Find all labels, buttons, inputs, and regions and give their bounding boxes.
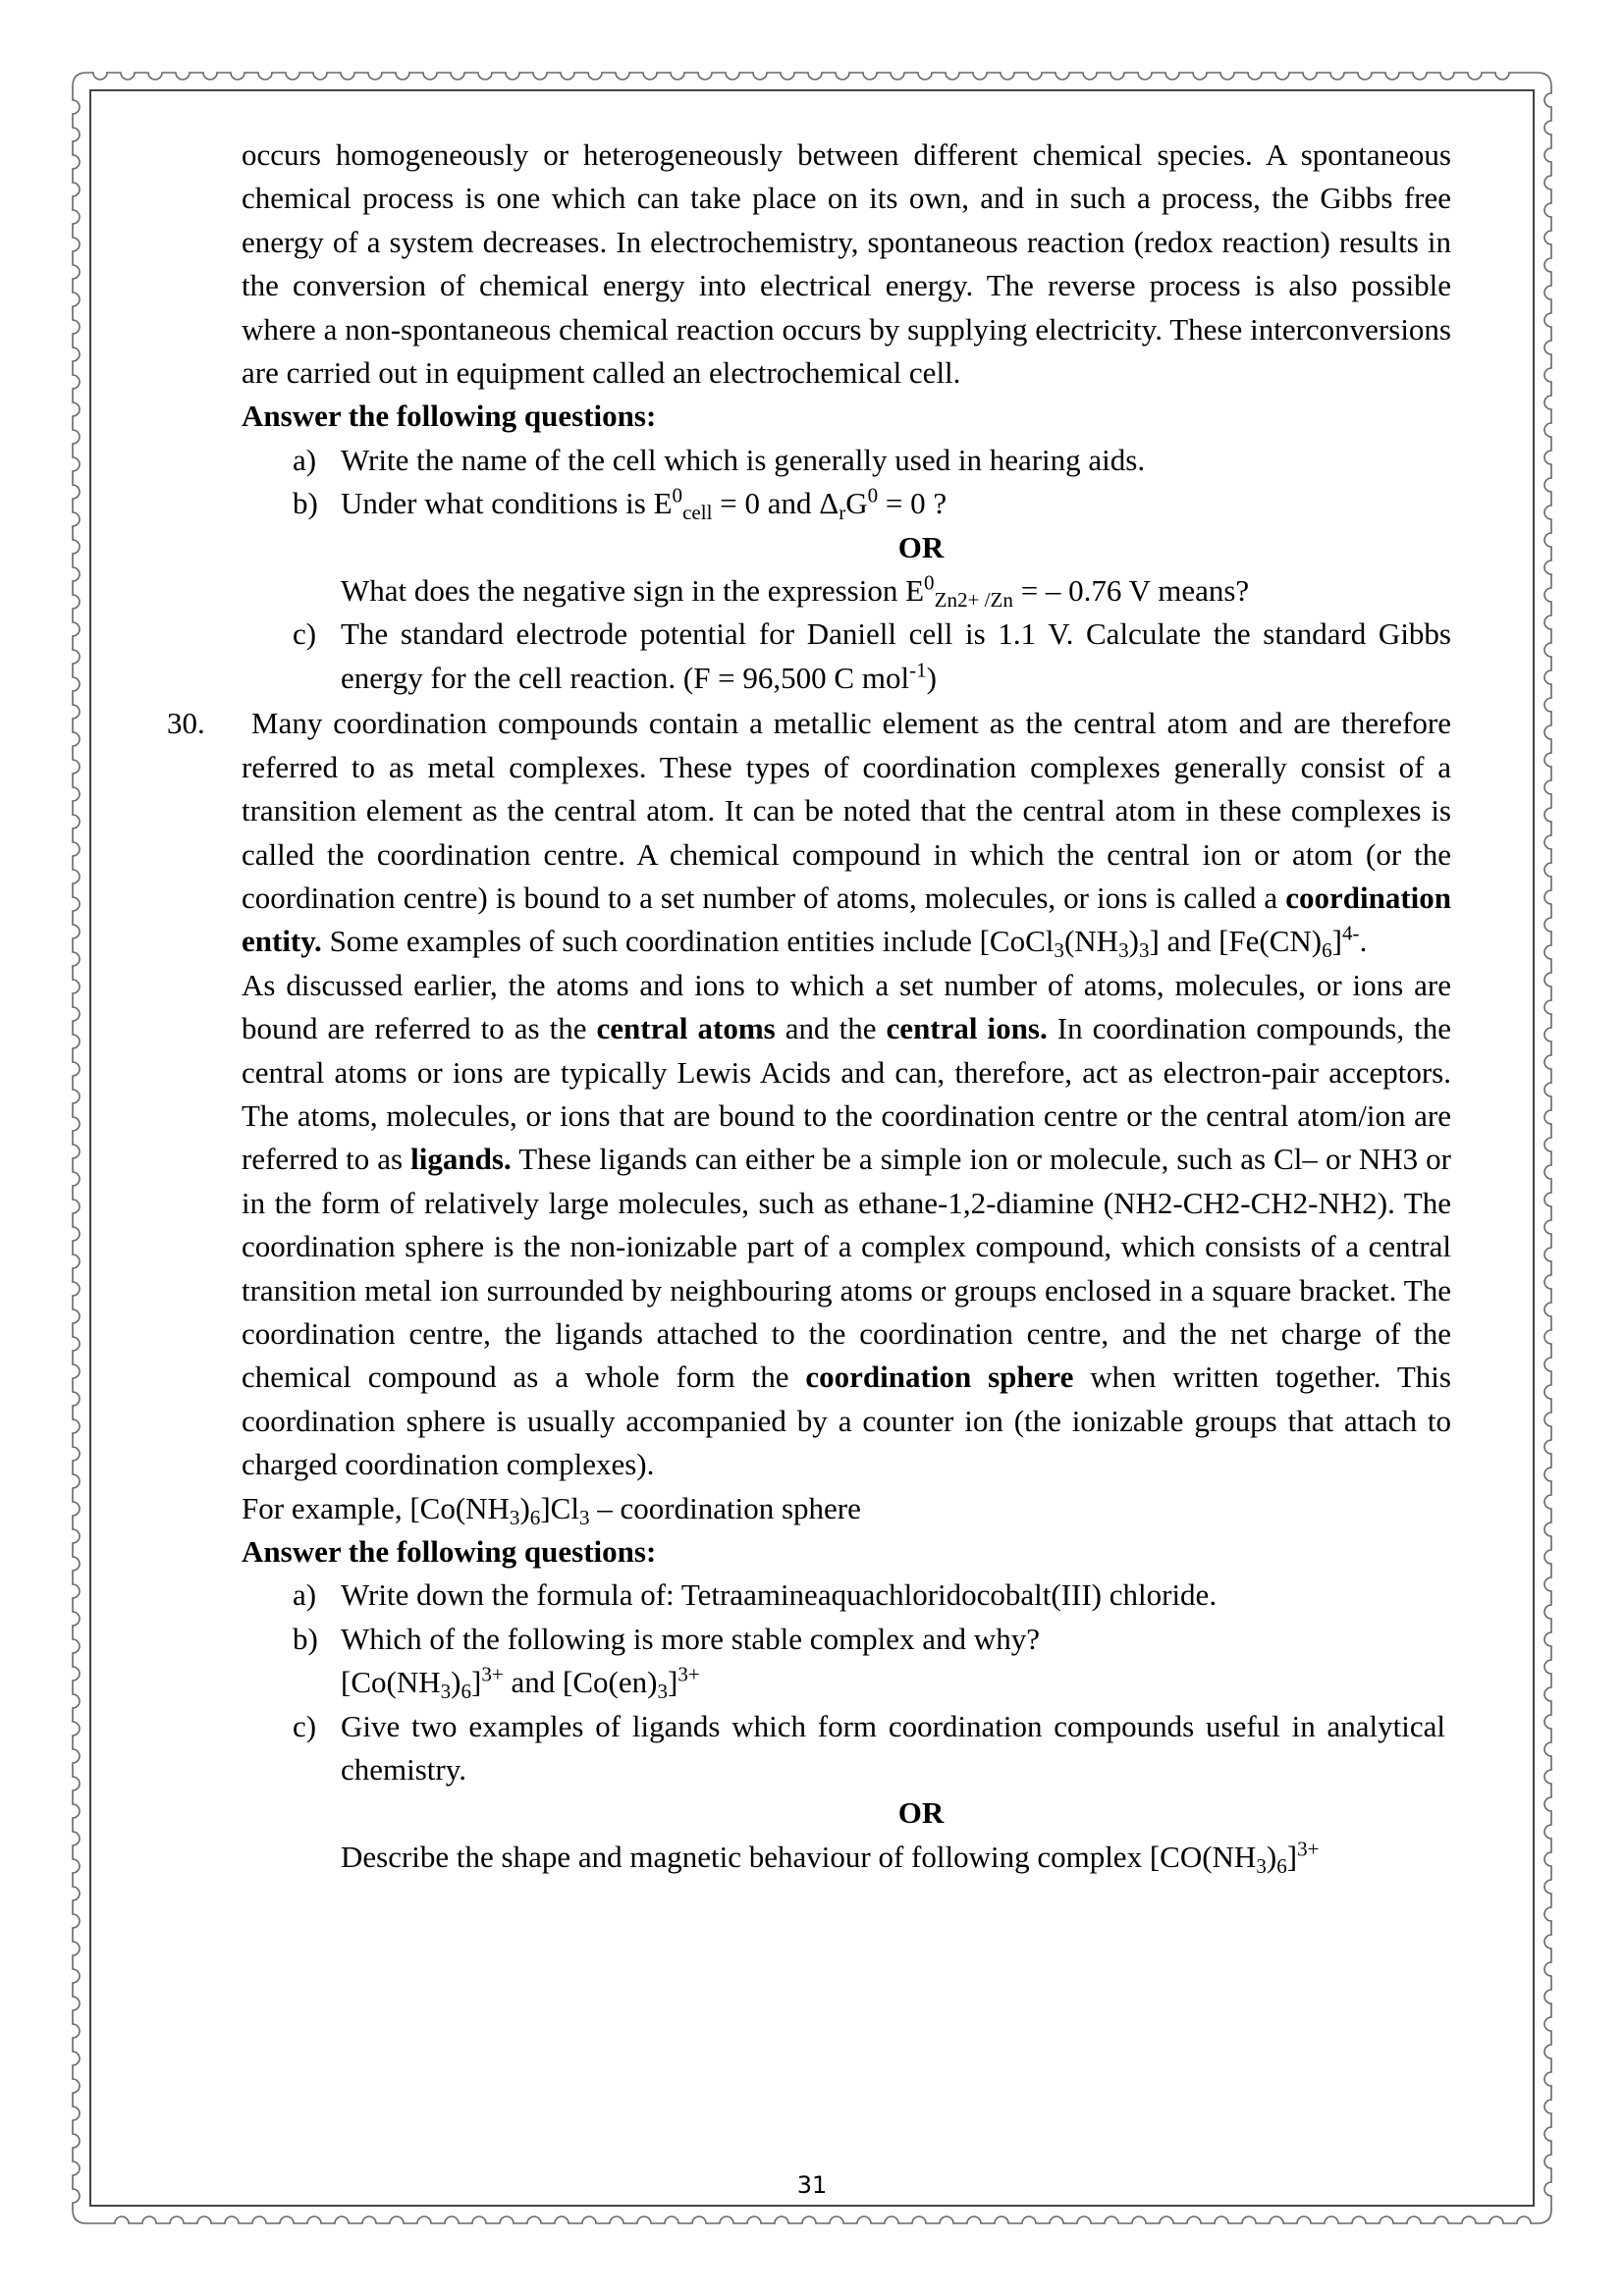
q30-a-label: a)	[293, 1577, 317, 1613]
q29-or-separator: OR	[897, 529, 945, 564]
formula-cocl3nh33: $[CoCl_3(NH_3)_3]$	[979, 924, 1160, 963]
q30-b-text: Which of the following is more stable complex and why?	[341, 1621, 1040, 1656]
q30-or-separator: OR	[897, 1795, 945, 1831]
q30-c-alternative: Describe the shape and magnetic behaviour of following complex $[CO(NH_3)_6]^{3+}$	[341, 1837, 1320, 1878]
q29-b-text: Under what conditions is $E^0_{cell} = 0$ and $\Delta_rG^0 = 0$ ?	[341, 483, 947, 525]
q30-paragraph-2: As discussed earlier, the atoms and ions to which a set number of atoms, molecules, or ions are bound are referred to as the central atoms and the central ions. In coordination compounds, the central atoms or ions are typically Lewis Acids and can, therefore, act as electron-pair acceptors. The atoms, molecules, or ions that are bound to the coordination centre or the central atom/ion are referred to as ligands. These ligands can either be a simple ion or molecule, such as Cl– or NH3 or in the form of relatively large molecules, such as ethane-1,2-diamine (NH2-CH2-CH2-NH2). The coordination sphere is the non-ionizable part of a complex compound, which consists of a central transition metal ion surrounded by neighbouring atoms or groups enclosed in a square bracket. The coordination centre, the ligands attached to the coordination centre, and the net charge of the chemical compound as a whole form the coordination sphere when written together. This coordination sphere is usually accompanied by a counter ion (the ionizable groups that attach to charged coordination complexes).	[242, 967, 1452, 1482]
q30-question-list	[242, 1574, 1451, 1879]
document-page	[167, 133, 1452, 1879]
q29-a-text: Write the name of the cell which is generally used in hearing aids.	[341, 442, 1146, 477]
question-30-number: 30.	[167, 706, 205, 741]
q30-b-formula: $[Co(NH_3)_6]^{3+}$ and $[Co(en)_3]^{3+}$	[341, 1662, 700, 1704]
formula-fecn6: $[Fe(CN)_6]^{4-}$.	[1218, 921, 1368, 963]
q29-question-b-alternative: What does the negative sign in the expression $E^0_{Zn2+ /Zn}$ = – 0.76 V means?	[341, 570, 1250, 612]
q29-question-list	[242, 439, 1451, 700]
intro-paragraph: occurs homogeneously or heterogeneously between different chemical species. A spontaneous chemical process is one which can take place on its own, and in such a process, the Gibbs free energy of a system decreases. In electrochemistry, spontaneous reaction (redox reaction) results in the conversion of chemical energy into electrical energy. The reverse process is also possible where a non-spontaneous chemical reaction occurs by supplying electricity. These interconversions are carried out in equipment called an electrochemical cell.	[242, 137, 1451, 391]
question-30	[167, 702, 1452, 1879]
q30-question-a	[242, 1574, 1451, 1617]
q29-answer-heading: Answer the following questions:	[242, 399, 657, 434]
q30-c-text: Give two examples of ligands which form coordination compounds useful in analytical chemistry.	[341, 1708, 1445, 1788]
q29-question-b	[242, 482, 1451, 525]
q29-c-text: The standard electrode potential for Daniell cell is 1.1 V. Calculate the standard Gibbs energy for the cell reaction. (F = 96,500 C mol$^{-1}$)	[341, 616, 1451, 695]
q30-paragraph-1: Many coordination compounds contain a metallic element as the central atom and are therefore referred to as metal complexes. These types of coordination complexes generally consist of a transition element as the central atom. It can be noted that the central atom in these complexes is called the coordination centre. A chemical compound in which the central ion or atom (or the coordination centre) is bound to a set number of atoms, molecules, or ions is called a coordination entity. Some examples of such coordination entities include $[CoCl_3(NH_3)_3]$ and $[Fe(CN)_6]^{4-}$.	[242, 706, 1451, 963]
q30-b-label: b)	[293, 1621, 318, 1656]
q30-a-text: Write down the formula of: Tetraamineaquachloridocobalt(III) chloride.	[341, 1577, 1218, 1613]
page-number: 31	[796, 2171, 828, 2199]
q29-c-label: c)	[293, 616, 317, 652]
q30-example-line: For example, $[Co(NH_3)_6]Cl_3$ – coordination sphere	[242, 1490, 861, 1529]
q30-question-c	[242, 1705, 1451, 1792]
q29-question-c	[242, 613, 1451, 700]
q29-b-label: b)	[293, 486, 318, 521]
q29-a-label: a)	[293, 442, 317, 477]
q30-c-label: c)	[293, 1708, 317, 1743]
q30-question-b	[242, 1618, 1451, 1661]
q30-answer-heading: Answer the following questions:	[242, 1534, 657, 1569]
q29-question-a	[242, 439, 1451, 482]
